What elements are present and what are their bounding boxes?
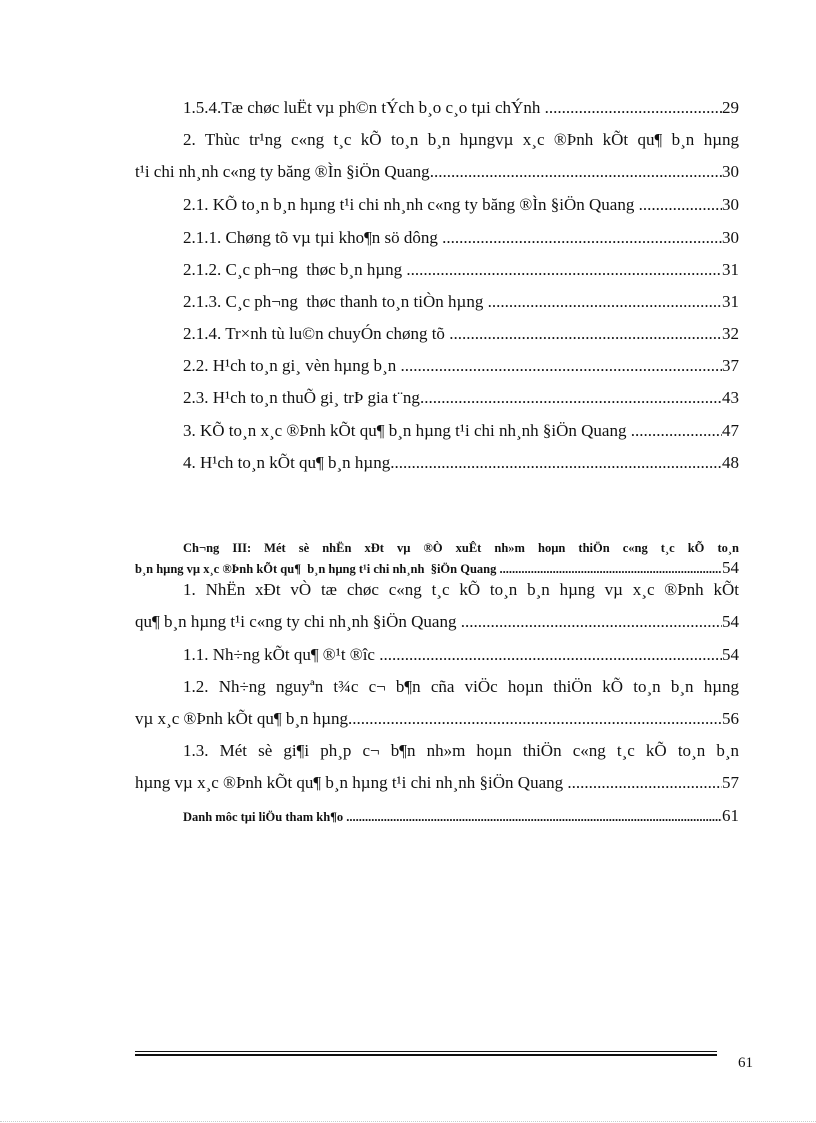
toc-dot-leader: [631, 420, 722, 442]
toc-page-number: 54: [722, 645, 739, 664]
toc-page-number: 57: [722, 773, 739, 792]
toc-dot-leader: [449, 323, 722, 345]
toc-page-number: 31: [722, 260, 739, 279]
toc-page-number: 48: [722, 453, 739, 472]
toc-page-number: 43: [722, 388, 739, 407]
toc-entry-2-line2: [135, 161, 739, 183]
toc-dot-leader: [348, 708, 722, 730]
toc-entry-iii-1-3-line2: [135, 772, 739, 794]
toc-dot-leader: [499, 559, 722, 579]
toc-dot-leader: [400, 355, 722, 377]
toc-dot-leader: [430, 161, 722, 183]
footer-rule-thin: [135, 1051, 717, 1052]
toc-entry-text: b¸n hµng vµ x¸c ®Þnh kÕt qu¶ b¸n hµng t¹i chi nh¸nh §iÖn Quang: [135, 562, 500, 576]
toc-entry-iii-1-2-line2: [135, 708, 739, 730]
toc-entry-text: 4. H¹ch to¸n kÕt qu¶ b¸n hµng: [183, 453, 391, 472]
toc-entry-2-3: [183, 387, 739, 409]
toc-references: [183, 805, 739, 828]
toc-entry-text: 1.1. Nh÷ng kÕt qu¶ ®¹t ®îc: [183, 645, 380, 664]
toc-entry-text: vµ x¸c ®Þnh kÕt qu¶ b¸n hµng: [135, 709, 349, 728]
toc-dot-leader: [567, 772, 722, 794]
toc-entry-text: 2.3. H¹ch to¸n thuÕ gi¸ trÞ gia t¨ng: [183, 388, 420, 407]
toc-page-number: 30: [722, 162, 739, 181]
toc-entry-text: qu¶ b¸n hµng t¹i c«ng ty chi nh¸nh §iÖn Quang: [135, 612, 461, 631]
toc-dot-leader: [488, 291, 722, 313]
toc-dot-leader: [346, 806, 722, 828]
toc-dot-leader: [390, 452, 722, 474]
toc-dot-leader: [379, 644, 722, 666]
toc-entry-2-1: [183, 194, 739, 216]
toc-page-number: 54: [722, 612, 739, 631]
toc-dot-leader: [461, 611, 722, 633]
toc-entry-4: [183, 452, 739, 474]
toc-dot-leader: [639, 194, 722, 216]
toc-entry-text: 2.1.3. C¸c ph¬ng thøc thanh to¸n tiÒn hµng: [183, 292, 488, 311]
toc-entry-iii-1-2-line1: 1.2. Nh÷ng nguyªn t¾c c¬ b¶n cña viÖc hoµn thiÖn kÕ to¸n b¸n hµng: [183, 677, 739, 696]
toc-entry-2-1-3: [183, 291, 739, 313]
toc-entry-2-2: [183, 355, 739, 377]
toc-dot-leader: [545, 97, 722, 119]
toc-entry-2-line1: 2. Thùc tr¹ng c«ng t¸c kÕ to¸n b¸n hµngvµ x¸c ®Þnh kÕt qu¶ b¸n hµng: [183, 130, 739, 149]
toc-page-number: 47: [722, 421, 739, 440]
toc-dot-leader: [442, 227, 722, 249]
toc-entry-iii-1-line1: 1. NhËn xÐt vÒ tæ chøc c«ng t¸c kÕ to¸n b¸n hµng vµ x¸c ®Þnh kÕt: [183, 580, 739, 599]
toc-page-number: 30: [722, 195, 739, 214]
toc-entry-1-5-4: [183, 97, 739, 119]
toc-chapter-3-line1: Ch¬ng III: Mét sè nhËn xÐt vµ ®Ò xuÊt nh»m hoµn thiÖn c«ng t¸c kÕ to¸n: [183, 541, 739, 555]
toc-chapter-3-line2: [135, 558, 739, 579]
toc-entry-3: [183, 420, 739, 442]
toc-entry-text: Danh môc tµi liÖu tham kh¶o: [183, 810, 347, 824]
toc-entry-text: 2.1.1. Chøng tõ vµ tµi kho¶n sö dông: [183, 228, 443, 247]
toc-entry-text: 2.1. KÕ to¸n b¸n hµng t¹i chi nh¸nh c«ng ty băng ®Ìn §iÖn Quang: [183, 195, 639, 214]
toc-entry-text: 2.2. H¹ch to¸n gi¸ vèn hµng b¸n: [183, 356, 401, 375]
toc-entry-iii-1-3-line1: 1.3. Mét sè gi¶i ph¸p c¬ b¶n nh»m hoµn thiÖn c«ng t¸c kÕ to¸n b¸n: [183, 741, 739, 760]
toc-page-number: 32: [722, 324, 739, 343]
footer-page-number: 61: [738, 1055, 753, 1071]
toc-entry-iii-1-1: [183, 644, 739, 666]
toc-entry-2-1-2: [183, 259, 739, 281]
toc-page-number: 56: [722, 709, 739, 728]
toc-page-number: 54: [722, 558, 739, 577]
toc-entry-2-1-1: [183, 227, 739, 249]
toc-page-number: 31: [722, 292, 739, 311]
toc-dot-leader: [420, 387, 722, 409]
toc-page-number: 61: [722, 806, 739, 825]
toc-page-number: 37: [722, 356, 739, 375]
toc-entry-text: 2.1.4. Tr×nh tù lu©n chuyÓn chøng tõ: [183, 324, 450, 343]
toc-entry-text: 2.1.2. C¸c ph¬ng thøc b¸n hµng: [183, 260, 407, 279]
toc-entry-text: hµng vµ x¸c ®Þnh kÕt qu¶ b¸n hµng t¹i chi nh¸nh §iÖn Quang: [135, 773, 568, 792]
toc-entry-2-1-4: [183, 323, 739, 345]
toc-entry-iii-1-line2: [135, 611, 739, 633]
footer-rule-thick: [135, 1054, 717, 1056]
toc-entry-text: t¹i chi nh¸nh c«ng ty băng ®Ìn §iÖn Quang: [135, 162, 430, 181]
toc-entry-text: 1.5.4.Tæ chøc luËt vµ ph©n tÝch b¸o c¸o tµi chÝnh: [183, 98, 545, 117]
toc-page-number: 29: [722, 98, 739, 117]
toc-dot-leader: [406, 259, 722, 281]
toc-page-number: 30: [722, 228, 739, 247]
page-bottom-dotted-rule: [0, 1121, 816, 1122]
toc-entry-text: 3. KÕ to¸n x¸c ®Þnh kÕt qu¶ b¸n hµng t¹i chi nh¸nh §iÖn Quang: [183, 421, 631, 440]
